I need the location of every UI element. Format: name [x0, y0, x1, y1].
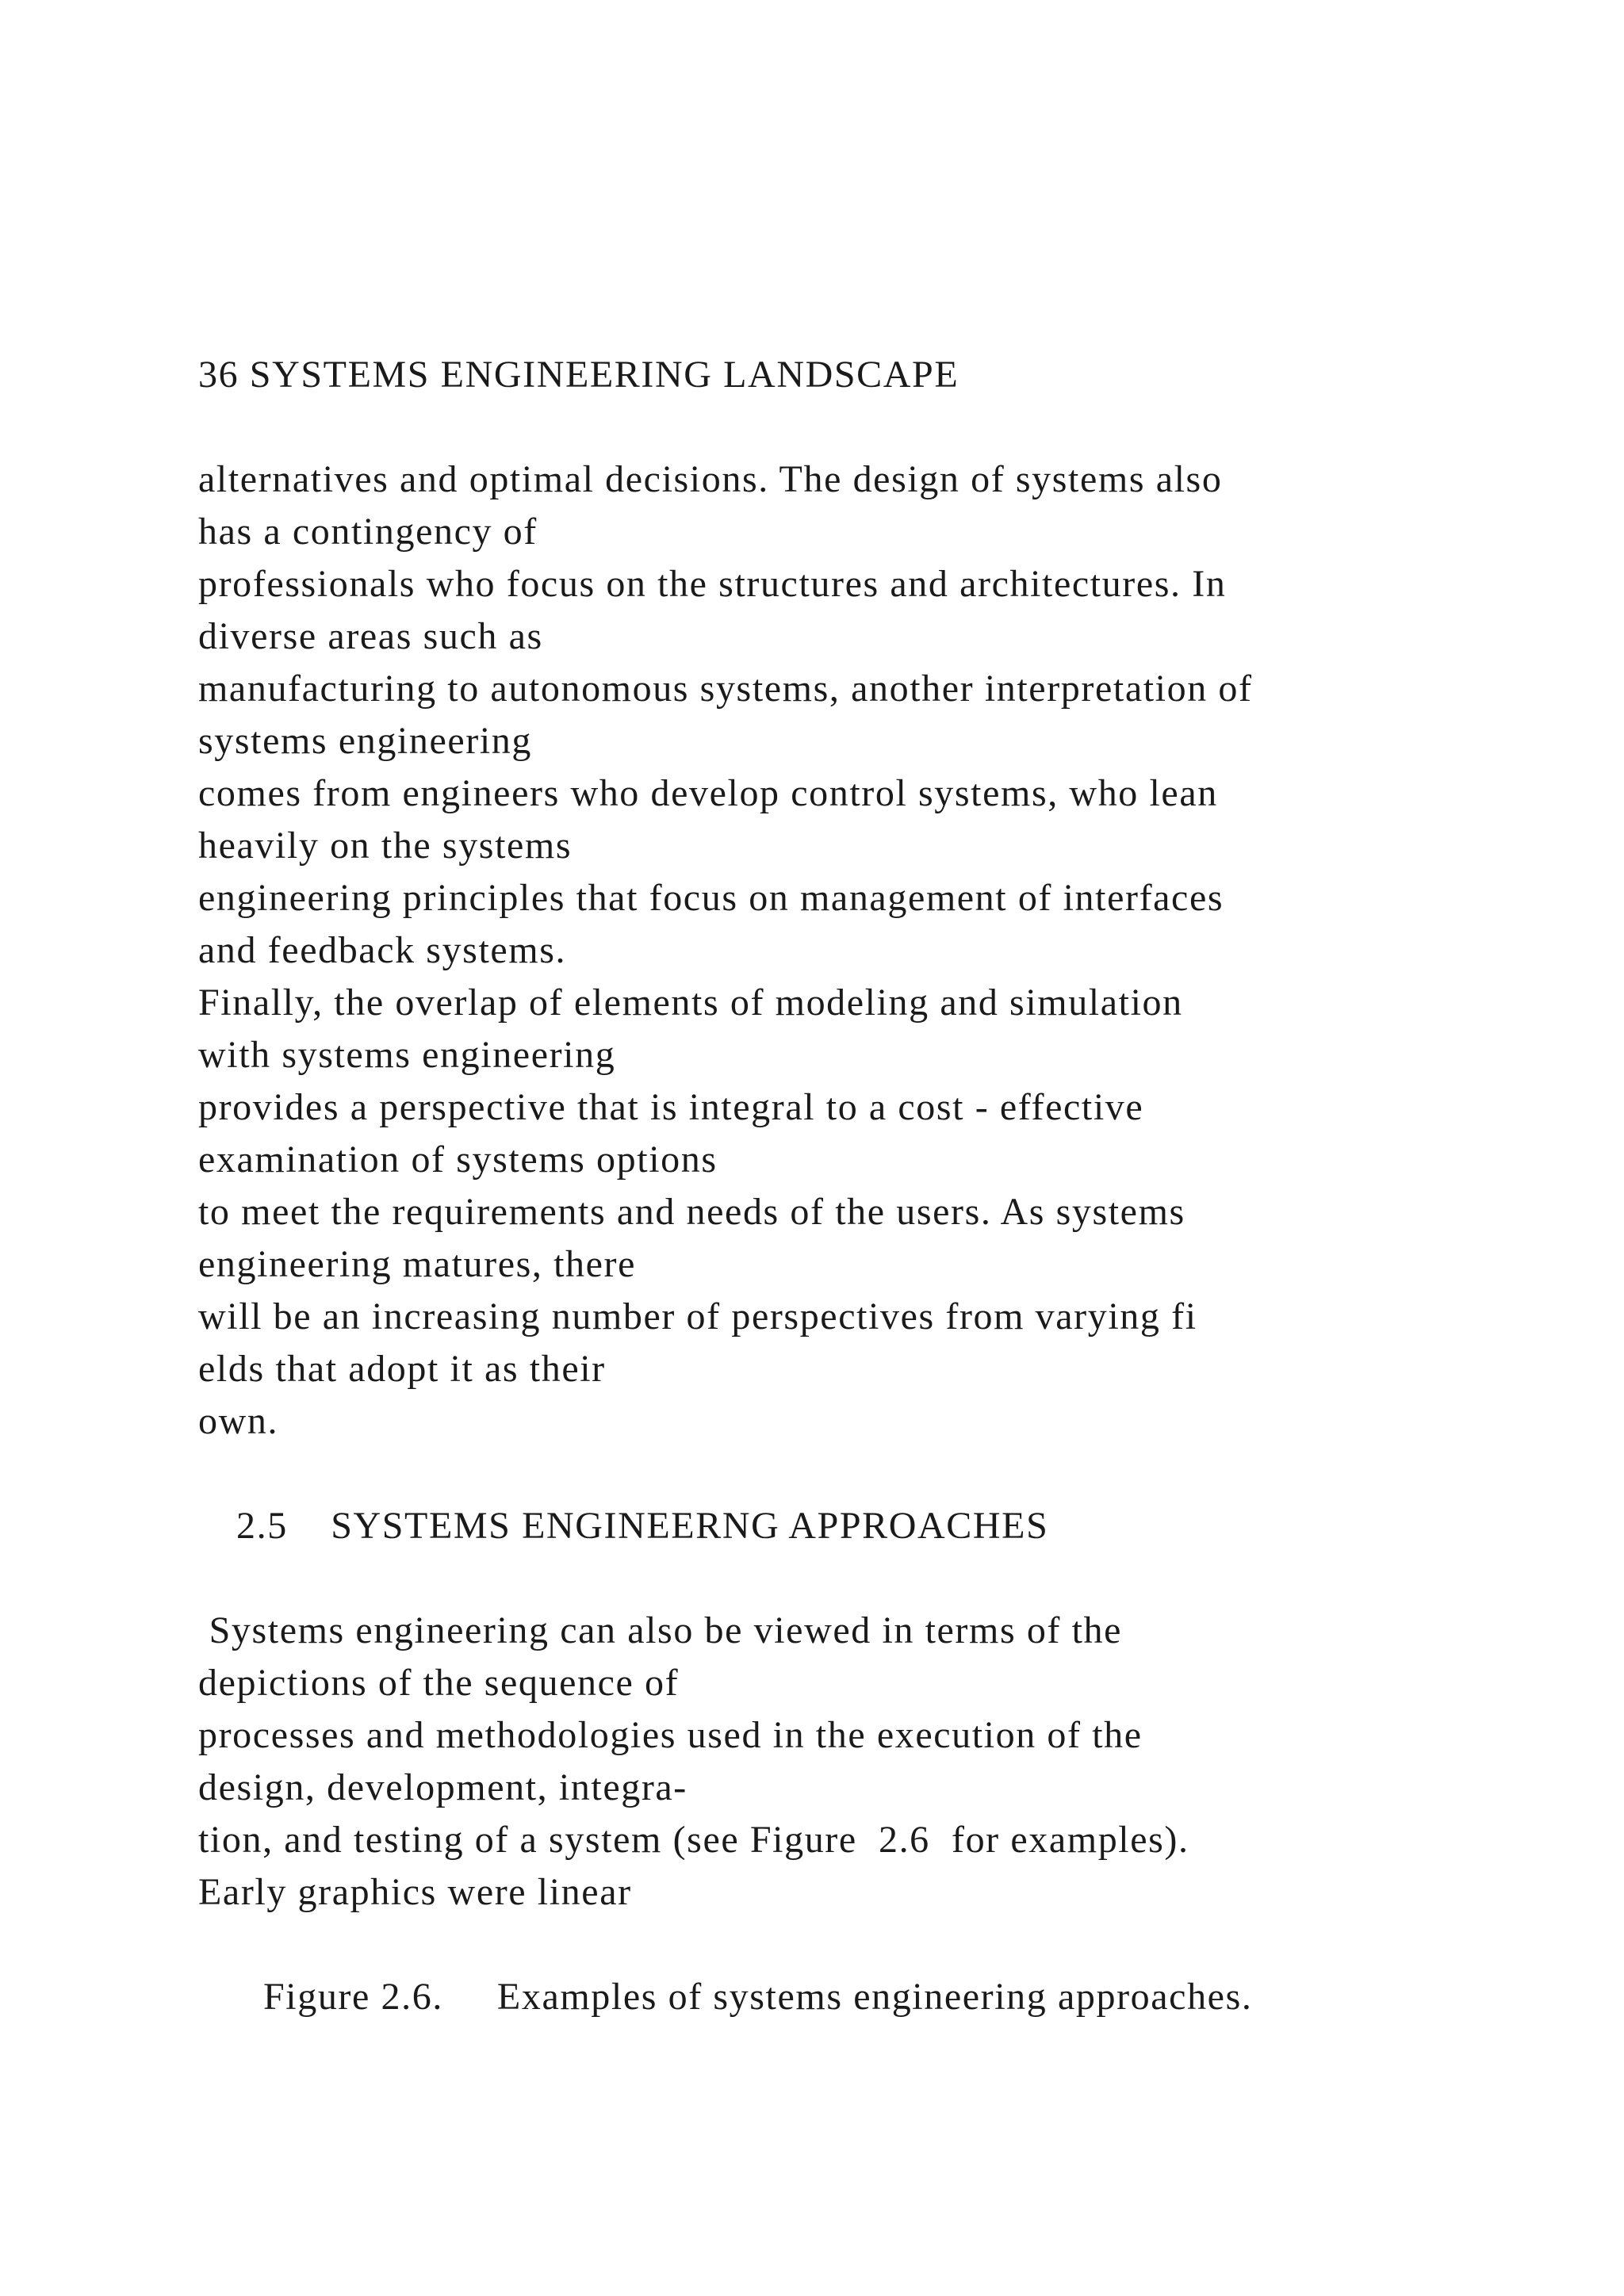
text-line: Early graphics were linear [198, 1871, 632, 1913]
text-line: depictions of the sequence of [198, 1662, 680, 1704]
text-line: alternatives and optimal decisions. The design of systems also [198, 458, 1223, 500]
text-line: Systems engineering can also be viewed in terms of the [198, 1609, 1123, 1651]
text-line: engineering principles that focus on management of interfaces [198, 877, 1224, 919]
text-line: systems engineering [198, 720, 532, 762]
text-line: with systems engineering [198, 1034, 616, 1076]
paragraph-2 [198, 1605, 1189, 1919]
text-line: heavily on the systems [198, 825, 573, 867]
text-line: design, development, integra- [198, 1766, 688, 1808]
text-line: comes from engineers who develop control systems, who lean [198, 772, 1218, 814]
text-line: manufacturing to autonomous systems, another interpretation of [198, 668, 1253, 710]
text-line: to meet the requirements and needs of the users. As systems [198, 1191, 1185, 1233]
text-line: will be an increasing number of perspectives from varying fi [198, 1295, 1197, 1337]
text-line: professionals who focus on the structures and architectures. In [198, 563, 1227, 605]
text-line: provides a perspective that is integral to a cost - effective [198, 1086, 1144, 1128]
text-line: has a contingency of [198, 511, 538, 553]
text-line: processes and methodologies used in the execution of the [198, 1714, 1143, 1756]
paragraph-1 [198, 453, 1253, 1448]
section-heading: 2.5 SYSTEMS ENGINEERNG APPROACHES [236, 1505, 1049, 1547]
text-line: engineering matures, there [198, 1243, 637, 1285]
text-line: tion, and testing of a system (see Figure 2.6 for examples). [198, 1819, 1189, 1861]
figure-caption: Figure 2.6. Examples of systems engineering approaches. [263, 1976, 1253, 2018]
text-line: diverse areas such as [198, 615, 543, 657]
text-line: examination of systems options [198, 1138, 718, 1181]
text-line: own. [198, 1400, 279, 1442]
text-line: Finally, the overlap of elements of modeling and simulation [198, 982, 1183, 1024]
text-line: elds that adopt it as their [198, 1348, 606, 1390]
running-header: 36 SYSTEMS ENGINEERING LANDSCAPE [198, 354, 959, 396]
text-line: and feedback systems. [198, 929, 567, 971]
